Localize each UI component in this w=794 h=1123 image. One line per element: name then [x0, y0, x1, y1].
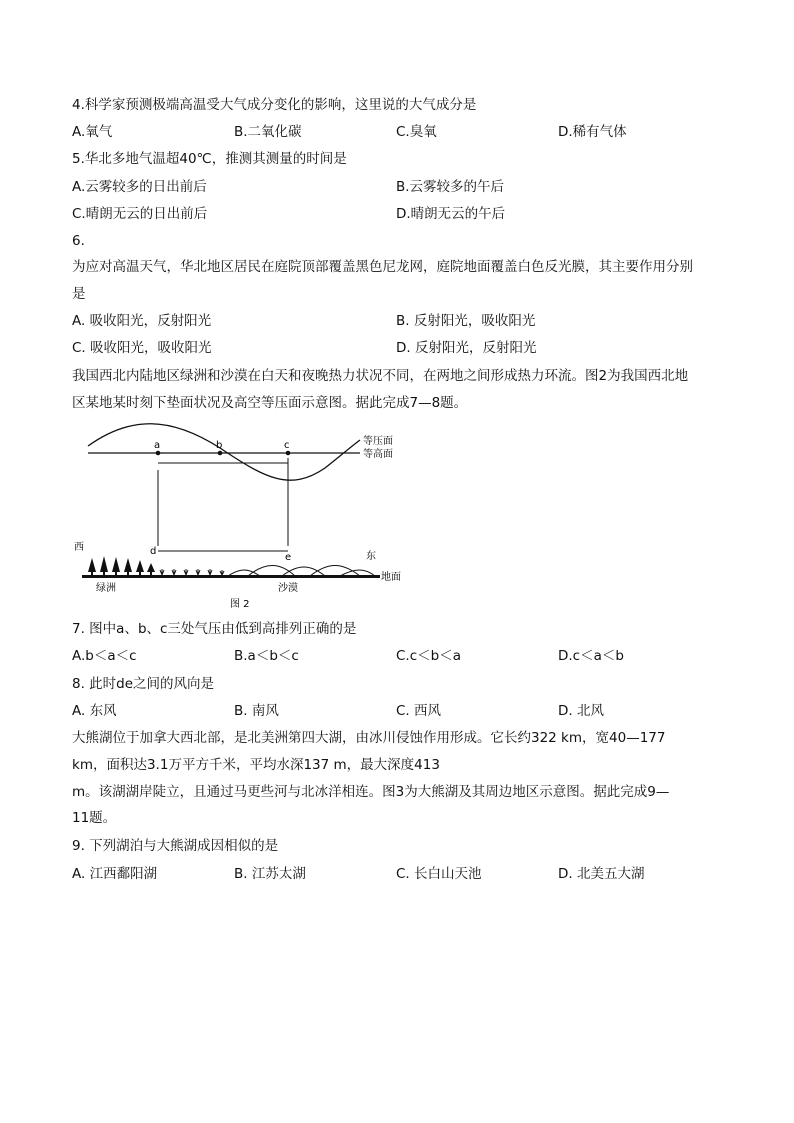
figure-2-caption: 图 2 [230, 599, 250, 610]
intro911-line3: m。该湖湖岸陡立，且通过马更些河与北冰洋相连。图3为大熊湖及其周边地区示意图。据此完成9— [72, 784, 670, 800]
q8-option-d: D. 北风 [558, 703, 604, 719]
q9-option-c: C. 长白山天池 [396, 866, 482, 882]
q8-option-a: A. 东风 [72, 703, 117, 719]
q7-option-c: C.c＜b＜a [396, 648, 461, 664]
point-a [156, 451, 161, 456]
label-a: a [154, 440, 161, 451]
label-west: 西 [74, 542, 84, 553]
label-d: d [150, 546, 157, 557]
q7-option-d: D.c＜a＜b [558, 648, 624, 664]
figure-2-diagram [70, 418, 410, 613]
q7-stem: 7. 图中a、b、c三处气压由低到高排列正确的是 [72, 621, 357, 637]
desert-dunes [228, 566, 375, 577]
label-e: e [285, 552, 292, 563]
q6-stem-line1: 为应对高温天气，华北地区居民在庭院顶部覆盖黑色尼龙网，庭院地面覆盖白色反光膜，其主要作用分别 [72, 259, 693, 275]
q7-option-a: A.b＜a＜c [72, 648, 137, 664]
oasis-trees [88, 556, 155, 575]
q4-stem: 4.科学家预测极端高温受大气成分变化的影响，这里说的大气成分是 [72, 97, 477, 113]
intro78-line1: 我国西北内陆地区绿洲和沙漠在白天和夜晚热力状况不同，在两地之间形成热力环流。图2为我国西北地 [72, 368, 689, 384]
q8-option-b: B. 南风 [234, 703, 279, 719]
q9-option-d: D. 北美五大湖 [558, 866, 645, 882]
label-isoheight: 等高面 [363, 449, 393, 460]
label-b: b [216, 440, 223, 451]
q9-option-b: B. 江苏太湖 [234, 866, 306, 882]
q5-stem: 5.华北多地气温超40℃，推测其测量的时间是 [72, 151, 347, 167]
q5-option-a: A.云雾较多的日出前后 [72, 179, 207, 195]
q6-option-d: D. 反射阳光，反射阳光 [396, 340, 537, 356]
q4-option-b: B.二氧化碳 [234, 124, 302, 140]
q6-option-a: A. 吸收阳光，反射阳光 [72, 313, 212, 329]
q6-option-b: B. 反射阳光，吸收阳光 [396, 313, 536, 329]
q5-option-b: B.云雾较多的午后 [396, 179, 505, 195]
q4-option-d: D.稀有气体 [558, 124, 627, 140]
q4-option-a: A.氧气 [72, 124, 113, 140]
q5-option-c: C.晴朗无云的日出前后 [72, 206, 208, 222]
q7-option-b: B.a＜b＜c [234, 648, 299, 664]
isobar-curve [88, 424, 360, 480]
q6-stem-line2: 是 [72, 286, 86, 302]
point-c [286, 451, 291, 456]
intro911-line2: km，面积达3.1万平方千米，平均水深137 m，最大深度413 [72, 757, 440, 773]
point-b [218, 451, 223, 456]
intro911-line4: 11题。 [72, 810, 117, 826]
q4-option-c: C.臭氧 [396, 124, 437, 140]
q9-option-a: A. 江西鄱阳湖 [72, 866, 158, 882]
q6-option-c: C. 吸收阳光，吸收阳光 [72, 340, 212, 356]
grass-marks [160, 569, 224, 575]
q8-option-c: C. 西风 [396, 703, 442, 719]
q5-option-d: D.晴朗无云的午后 [396, 206, 506, 222]
label-east: 东 [366, 551, 376, 562]
ground-line [82, 575, 380, 578]
q9-stem: 9. 下列湖泊与大熊湖成因相似的是 [72, 838, 279, 854]
label-ground: 地面 [381, 572, 401, 583]
label-desert: 沙漠 [278, 583, 298, 594]
intro78-line2: 区某地某时刻下垫面状况及高空等压面示意图。据此完成7—8题。 [72, 395, 468, 411]
label-c: c [284, 440, 290, 451]
q6-number: 6. [72, 233, 85, 249]
label-isobar: 等压面 [363, 436, 393, 447]
intro911-line1: 大熊湖位于加拿大西北部，是北美洲第四大湖，由冰川侵蚀作用形成。它长约322 km，宽40—177 [72, 730, 666, 746]
q8-stem: 8. 此时de之间的风向是 [72, 676, 215, 692]
label-oasis: 绿洲 [96, 583, 116, 594]
